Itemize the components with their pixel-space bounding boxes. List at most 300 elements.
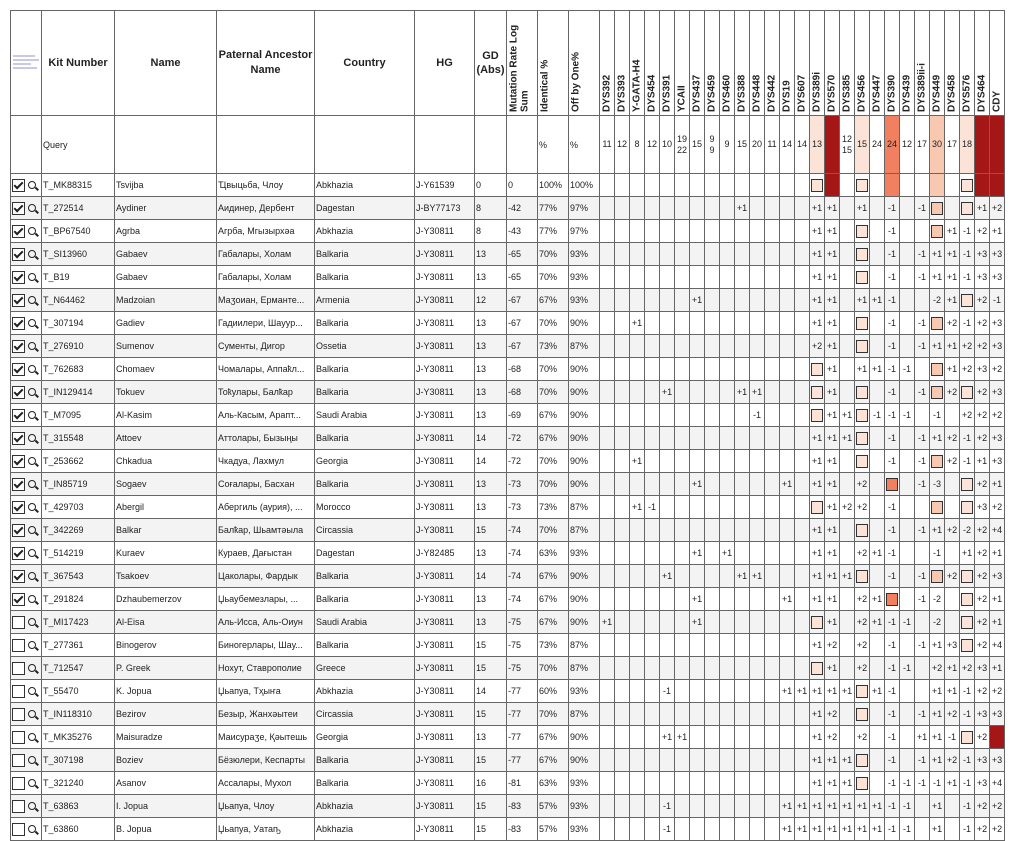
marker-diff-cell: +1 (825, 611, 840, 634)
match-marker-box (961, 639, 973, 652)
kit-number-cell[interactable]: T_SI13960 (42, 243, 115, 266)
row-checkbox[interactable] (12, 570, 25, 583)
paternal-ancestor-header[interactable]: Paternal Ancestor Name (217, 11, 315, 116)
result-row[interactable] (11, 749, 1005, 772)
marker-diff-cell (870, 197, 885, 220)
kit-number-cell[interactable]: T_63860 (42, 818, 115, 841)
marker-diff-cell: +3 (990, 703, 1005, 726)
marker-diff-cell (840, 588, 855, 611)
marker-diff-cell (915, 680, 930, 703)
paternal-ancestor-cell: Маӡоиан, Ерманте... (217, 289, 315, 312)
off-by-one-header[interactable]: Off by One% (569, 11, 600, 116)
marker-header-dys454[interactable]: DYS454 (645, 11, 660, 116)
marker-diff-cell: +1 (810, 795, 825, 818)
kit-number-cell[interactable]: T_IN85719 (42, 473, 115, 496)
magnifier-icon[interactable] (28, 411, 36, 419)
magnifier-icon[interactable] (28, 503, 36, 511)
marker-diff-cell (735, 680, 750, 703)
kit-number-cell[interactable]: T_321240 (42, 772, 115, 795)
marker-header-dys392[interactable]: DYS392 (600, 11, 615, 116)
result-row[interactable] (11, 220, 1005, 243)
marker-header-dys390[interactable]: DYS390 (885, 11, 900, 116)
name-cell: Bezirov (115, 703, 217, 726)
kit-number-cell[interactable]: T_IN118310 (42, 703, 115, 726)
paternal-ancestor-cell: Џьапуа, Тҳыҥа (217, 680, 315, 703)
marker-header-dys393[interactable]: DYS393 (615, 11, 630, 116)
marker-diff-cell (960, 496, 975, 519)
marker-diff-cell (735, 312, 750, 335)
magnifier-icon[interactable] (28, 618, 36, 626)
marker-diff-cell: +2 (975, 427, 990, 450)
row-checkbox[interactable] (12, 547, 25, 560)
row-checkbox[interactable] (12, 708, 25, 721)
paternal-ancestor-cell: Безыр, Жанхәытеи (217, 703, 315, 726)
kit-number-cell[interactable]: T_MI17423 (42, 611, 115, 634)
kit-number-cell[interactable]: T_276910 (42, 335, 115, 358)
marker-diff-cell (915, 795, 930, 818)
match-marker-box (856, 708, 868, 721)
mutation-rate-cell: -65 (507, 266, 538, 289)
row-checkbox[interactable] (12, 248, 25, 261)
kit-number-cell[interactable]: T_N64462 (42, 289, 115, 312)
marker-diff-cell (615, 726, 630, 749)
marker-diff-cell: +1 (690, 542, 705, 565)
result-row[interactable] (11, 266, 1005, 289)
marker-diff-cell (975, 174, 990, 197)
mutation-rate-cell: -83 (507, 795, 538, 818)
marker-diff-cell (615, 634, 630, 657)
marker-diff-cell (795, 772, 810, 795)
row-checkbox[interactable] (12, 754, 25, 767)
marker-diff-cell: -1 (915, 519, 930, 542)
country-header[interactable]: Country (315, 11, 415, 116)
marker-diff-cell (720, 657, 735, 680)
marker-diff-cell: +1 (945, 772, 960, 795)
marker-header-dys391[interactable]: DYS391 (660, 11, 675, 116)
kit-number-cell[interactable]: T_291824 (42, 588, 115, 611)
off-by-one-cell: 87% (569, 657, 600, 680)
off-by-one-cell: 93% (569, 680, 600, 703)
result-row[interactable] (11, 496, 1005, 519)
off-by-one-cell: 90% (569, 450, 600, 473)
identical-cell: 77% (538, 220, 569, 243)
result-row[interactable] (11, 772, 1005, 795)
marker-diff-cell (900, 197, 915, 220)
paternal-ancestor-cell: Бёзюлери, Кеспарты (217, 749, 315, 772)
marker-diff-cell (870, 174, 885, 197)
marker-header-dys607[interactable]: DYS607 (795, 11, 810, 116)
row-checkbox[interactable] (12, 777, 25, 790)
marker-diff-cell (855, 450, 870, 473)
magnifier-icon[interactable] (28, 342, 36, 350)
marker-diff-cell (930, 312, 945, 335)
kit-number-cell[interactable]: T_307194 (42, 312, 115, 335)
result-row[interactable] (11, 243, 1005, 266)
name-cell: Chomaev (115, 358, 217, 381)
mutation-rate-cell: -72 (507, 427, 538, 450)
kit-number-cell[interactable]: T_342269 (42, 519, 115, 542)
marker-diff-cell (765, 312, 780, 335)
row-checkbox[interactable] (12, 179, 25, 192)
magnifier-icon[interactable] (28, 181, 36, 189)
marker-diff-cell (675, 197, 690, 220)
kit-number-cell[interactable]: T_B19 (42, 266, 115, 289)
marker-header-dys459[interactable]: DYS459 (705, 11, 720, 116)
query-marker-value: 19 22 (675, 116, 690, 174)
query-off-by-one: % (569, 116, 600, 174)
marker-diff-cell (675, 519, 690, 542)
identical-cell: 67% (538, 588, 569, 611)
magnifier-icon[interactable] (28, 526, 36, 534)
marker-header-dys456[interactable]: DYS456 (855, 11, 870, 116)
magnifier-icon[interactable] (28, 710, 36, 718)
marker-diff-cell (780, 427, 795, 450)
marker-diff-cell (600, 220, 615, 243)
marker-diff-cell (645, 450, 660, 473)
marker-diff-cell (645, 565, 660, 588)
magnifier-icon[interactable] (28, 756, 36, 764)
marker-diff-cell (630, 588, 645, 611)
row-checkbox[interactable] (12, 593, 25, 606)
row-checkbox[interactable] (12, 639, 25, 652)
magnifier-icon[interactable] (28, 595, 36, 603)
result-row[interactable] (11, 657, 1005, 680)
marker-diff-cell (990, 726, 1005, 749)
marker-diff-cell (900, 381, 915, 404)
marker-header-dys389i[interactable]: DYS389i (810, 11, 825, 116)
marker-diff-cell (930, 381, 945, 404)
marker-diff-cell (795, 174, 810, 197)
marker-diff-cell: -1 (885, 565, 900, 588)
marker-diff-cell (870, 381, 885, 404)
marker-header-dys437[interactable]: DYS437 (690, 11, 705, 116)
magnifier-icon[interactable] (28, 687, 36, 695)
magnifier-icon[interactable] (28, 641, 36, 649)
hg-cell: J-Y30811 (415, 703, 475, 726)
marker-diff-cell: +1 (780, 795, 795, 818)
row-checkbox[interactable] (12, 501, 25, 514)
marker-diff-cell (615, 749, 630, 772)
marker-diff-cell: +2 (825, 726, 840, 749)
match-marker-box (856, 524, 868, 537)
marker-diff-cell: +1 (840, 565, 855, 588)
country-cell: Balkaria (315, 772, 415, 795)
gd-cell: 13 (475, 473, 507, 496)
marker-header-cdy[interactable]: CDY (990, 11, 1005, 116)
marker-header-dys447[interactable]: DYS447 (870, 11, 885, 116)
result-row[interactable] (11, 289, 1005, 312)
query-marker-value: 24 (885, 116, 900, 174)
result-row[interactable] (11, 588, 1005, 611)
marker-diff-cell (600, 634, 615, 657)
marker-diff-cell: -1 (945, 726, 960, 749)
marker-diff-cell (960, 726, 975, 749)
marker-diff-cell (735, 496, 750, 519)
kit-number-header[interactable]: Kit Number (42, 11, 115, 116)
marker-diff-cell (600, 174, 615, 197)
marker-diff-cell (870, 726, 885, 749)
marker-diff-cell (690, 680, 705, 703)
kit-number-cell[interactable]: T_55470 (42, 680, 115, 703)
mutation-rate-header[interactable]: Mutation Rate Log Sum (507, 11, 538, 116)
kit-number-cell[interactable]: T_253662 (42, 450, 115, 473)
marker-diff-cell: +1 (810, 312, 825, 335)
marker-diff-cell: +2 (990, 404, 1005, 427)
kit-number-cell[interactable]: T_272514 (42, 197, 115, 220)
magnifier-icon[interactable] (28, 779, 36, 787)
marker-diff-cell (840, 243, 855, 266)
result-row[interactable] (11, 358, 1005, 381)
marker-diff-cell: +1 (825, 749, 840, 772)
country-cell: Morocco (315, 496, 415, 519)
magnifier-icon[interactable] (28, 825, 36, 833)
gd-cell: 15 (475, 795, 507, 818)
marker-diff-cell (705, 588, 720, 611)
marker-diff-cell (750, 289, 765, 312)
marker-diff-cell (795, 496, 810, 519)
result-row[interactable] (11, 450, 1005, 473)
marker-header-dys458[interactable]: DYS458 (945, 11, 960, 116)
row-checkbox[interactable] (12, 386, 25, 399)
row-select-cell (11, 450, 42, 473)
marker-diff-cell: -1 (885, 519, 900, 542)
kit-number-cell[interactable]: T_M7095 (42, 404, 115, 427)
result-row[interactable] (11, 381, 1005, 404)
mutation-rate-cell: -42 (507, 197, 538, 220)
mutation-rate-cell: -65 (507, 243, 538, 266)
marker-diff-cell (780, 266, 795, 289)
magnifier-icon[interactable] (28, 733, 36, 741)
row-checkbox[interactable] (12, 409, 25, 422)
marker-diff-cell: -1 (915, 588, 930, 611)
magnifier-icon[interactable] (28, 388, 36, 396)
match-marker-box (931, 363, 943, 376)
select-column-header (11, 11, 42, 116)
magnifier-icon[interactable] (28, 250, 36, 258)
result-row[interactable] (11, 427, 1005, 450)
marker-header-dys389ii-i[interactable]: DYS389ii-i (915, 11, 930, 116)
marker-header-y-gata-h4[interactable]: Y-GATA-H4 (630, 11, 645, 116)
marker-diff-cell (720, 473, 735, 496)
gd-header[interactable]: GD (Abs) (475, 11, 507, 116)
kit-number-cell[interactable]: T_MK35276 (42, 726, 115, 749)
marker-diff-cell (720, 289, 735, 312)
marker-diff-cell (735, 519, 750, 542)
marker-diff-cell: +2 (825, 634, 840, 657)
hg-cell: J-Y30811 (415, 473, 475, 496)
marker-diff-cell (720, 358, 735, 381)
off-by-one-cell: 100% (569, 174, 600, 197)
magnifier-icon[interactable] (28, 296, 36, 304)
name-cell: Sumenov (115, 335, 217, 358)
magnifier-icon[interactable] (28, 365, 36, 373)
marker-diff-cell: +3 (990, 565, 1005, 588)
magnifier-icon[interactable] (28, 549, 36, 557)
identical-cell: 73% (538, 335, 569, 358)
row-checkbox[interactable] (12, 616, 25, 629)
row-select-cell (11, 243, 42, 266)
kit-number-cell[interactable]: T_BP67540 (42, 220, 115, 243)
marker-diff-cell (795, 588, 810, 611)
kit-number-cell[interactable]: T_277361 (42, 634, 115, 657)
marker-diff-cell: +1 (660, 381, 675, 404)
marker-diff-cell (690, 427, 705, 450)
marker-diff-cell: +1 (810, 772, 825, 795)
kit-number-cell[interactable]: T_367543 (42, 565, 115, 588)
result-row[interactable] (11, 542, 1005, 565)
marker-diff-cell (840, 312, 855, 335)
marker-diff-cell (765, 611, 780, 634)
magnifier-icon[interactable] (28, 457, 36, 465)
row-checkbox[interactable] (12, 432, 25, 445)
marker-header-dys464[interactable]: DYS464 (975, 11, 990, 116)
marker-diff-cell (780, 611, 795, 634)
magnifier-icon[interactable] (28, 664, 36, 672)
marker-diff-cell: -1 (915, 565, 930, 588)
row-checkbox[interactable] (12, 271, 25, 284)
row-checkbox[interactable] (12, 662, 25, 675)
kit-number-cell[interactable]: T_315548 (42, 427, 115, 450)
marker-diff-cell (810, 381, 825, 404)
gd-cell: 15 (475, 749, 507, 772)
row-checkbox[interactable] (12, 800, 25, 813)
marker-diff-cell (840, 197, 855, 220)
marker-header-dys385[interactable]: DYS385 (840, 11, 855, 116)
marker-header-dys576[interactable]: DYS576 (960, 11, 975, 116)
marker-diff-cell (630, 174, 645, 197)
result-row[interactable] (11, 312, 1005, 335)
magnifier-icon[interactable] (28, 319, 36, 327)
marker-diff-cell (855, 519, 870, 542)
marker-diff-cell: +3 (990, 243, 1005, 266)
result-row[interactable] (11, 473, 1005, 496)
off-by-one-cell: 97% (569, 197, 600, 220)
result-row[interactable] (11, 174, 1005, 197)
result-row[interactable] (11, 818, 1005, 841)
result-row[interactable] (11, 611, 1005, 634)
row-checkbox[interactable] (12, 478, 25, 491)
marker-diff-cell: +1 (825, 312, 840, 335)
marker-header-dys442[interactable]: DYS442 (765, 11, 780, 116)
result-row[interactable] (11, 726, 1005, 749)
marker-diff-cell (900, 749, 915, 772)
marker-diff-cell (750, 312, 765, 335)
marker-diff-cell (720, 588, 735, 611)
kit-number-cell[interactable]: T_63863 (42, 795, 115, 818)
kit-number-cell[interactable]: T_712547 (42, 657, 115, 680)
magnifier-icon[interactable] (28, 204, 36, 212)
marker-diff-cell: +1 (930, 703, 945, 726)
marker-diff-cell (810, 496, 825, 519)
marker-diff-cell (780, 749, 795, 772)
marker-diff-cell (795, 611, 810, 634)
row-select-cell (11, 772, 42, 795)
marker-diff-cell (735, 450, 750, 473)
row-checkbox[interactable] (12, 340, 25, 353)
marker-diff-cell (660, 266, 675, 289)
marker-diff-cell (780, 289, 795, 312)
row-checkbox[interactable] (12, 731, 25, 744)
row-checkbox[interactable] (12, 202, 25, 215)
query-marker-value: 17 (915, 116, 930, 174)
marker-header-ycaii[interactable]: YCAII (675, 11, 690, 116)
mutation-rate-cell: 0 (507, 174, 538, 197)
marker-diff-cell: +1 (825, 519, 840, 542)
marker-header-dys19[interactable]: DYS19 (780, 11, 795, 116)
mutation-rate-cell: -83 (507, 818, 538, 841)
identical-header[interactable]: Identical % (538, 11, 569, 116)
marker-diff-cell (945, 588, 960, 611)
magnifier-icon[interactable] (28, 273, 36, 281)
marker-header-dys449[interactable]: DYS449 (930, 11, 945, 116)
marker-diff-cell: -1 (915, 749, 930, 772)
row-checkbox[interactable] (12, 294, 25, 307)
marker-header-dys448[interactable]: DYS448 (750, 11, 765, 116)
row-checkbox[interactable] (12, 823, 25, 836)
name-header[interactable]: Name (115, 11, 217, 116)
row-checkbox[interactable] (12, 363, 25, 376)
marker-diff-cell (900, 174, 915, 197)
marker-diff-cell: +1 (840, 795, 855, 818)
kit-number-cell[interactable]: T_IN129414 (42, 381, 115, 404)
match-marker-box (961, 478, 973, 491)
magnifier-icon[interactable] (28, 480, 36, 488)
kit-number-cell[interactable]: T_429703 (42, 496, 115, 519)
gd-cell: 12 (475, 289, 507, 312)
magnifier-icon[interactable] (28, 227, 36, 235)
result-row[interactable] (11, 703, 1005, 726)
row-checkbox[interactable] (12, 317, 25, 330)
marker-header-dys460[interactable]: DYS460 (720, 11, 735, 116)
result-row[interactable] (11, 519, 1005, 542)
marker-header-dys388[interactable]: DYS388 (735, 11, 750, 116)
result-row[interactable] (11, 565, 1005, 588)
kit-number-cell[interactable]: T_307198 (42, 749, 115, 772)
magnifier-icon[interactable] (28, 572, 36, 580)
row-checkbox[interactable] (12, 225, 25, 238)
marker-header-dys570[interactable]: DYS570 (825, 11, 840, 116)
name-cell: Gabaev (115, 266, 217, 289)
magnifier-icon[interactable] (28, 802, 36, 810)
kit-number-cell[interactable]: T_762683 (42, 358, 115, 381)
off-by-one-cell: 93% (569, 266, 600, 289)
marker-diff-cell: +2 (975, 381, 990, 404)
hg-header[interactable]: HG (415, 11, 475, 116)
row-checkbox[interactable] (12, 455, 25, 468)
marker-diff-cell (645, 519, 660, 542)
marker-header-dys439[interactable]: DYS439 (900, 11, 915, 116)
row-checkbox[interactable] (12, 685, 25, 698)
paternal-ancestor-cell: Аль-Касым, Арапт... (217, 404, 315, 427)
mutation-rate-cell: -67 (507, 312, 538, 335)
marker-diff-cell (750, 542, 765, 565)
result-row[interactable] (11, 795, 1005, 818)
result-row[interactable] (11, 404, 1005, 427)
mutation-rate-cell: -67 (507, 289, 538, 312)
kit-number-cell[interactable]: T_MK88315 (42, 174, 115, 197)
marker-diff-cell (690, 565, 705, 588)
marker-diff-cell (705, 358, 720, 381)
match-marker-box (811, 501, 823, 514)
row-checkbox[interactable] (12, 524, 25, 537)
kit-number-cell[interactable]: T_514219 (42, 542, 115, 565)
result-row[interactable] (11, 634, 1005, 657)
result-row[interactable] (11, 335, 1005, 358)
magnifier-icon[interactable] (28, 434, 36, 442)
result-row[interactable] (11, 197, 1005, 220)
result-row[interactable] (11, 680, 1005, 703)
marker-diff-cell (765, 427, 780, 450)
